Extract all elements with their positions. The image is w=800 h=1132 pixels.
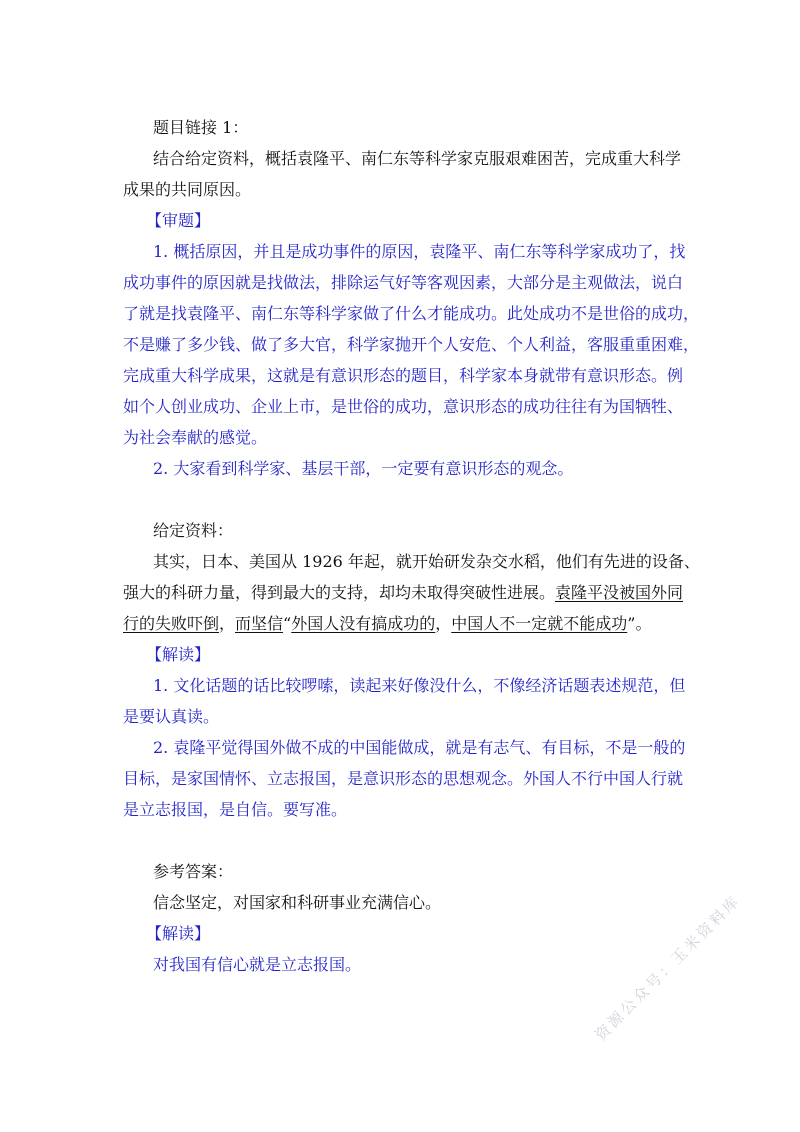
jiedu-1-p2-line-3: 是立志报国，是自信。要写准。 [123, 800, 348, 819]
question-heading: 题目链接 1： [153, 118, 249, 137]
jiedu-1-heading: 【解读】 [146, 645, 211, 664]
answer-text: 信念坚定，对国家和科研事业充满信心。 [153, 893, 442, 912]
shenti-p2: 2. 大家看到科学家、基层干部，一定要有意识形态的观念。 [153, 459, 574, 478]
answer-heading: 参考答案： [153, 862, 234, 881]
material-heading: 给定资料： [153, 521, 234, 540]
jiedu-2-text: 对我国有信心就是立志报国。 [153, 955, 362, 974]
shenti-p1-line-6: 如个人创业成功、企业上市，是世俗的成功，意识形态的成功往往有为国牺牲、 [123, 397, 684, 416]
jiedu-2-heading: 【解读】 [146, 924, 211, 943]
shenti-p1-line-4: 不是赚了多少钱、做了多大官，科学家抛开个人安危、个人利益，客服重重困难， [123, 335, 700, 354]
material-line-3-open-quote: “ [283, 614, 292, 633]
material-line-1: 其实，日本、美国从 1926 年起，就开始研发杂交水稻，他们有先进的设备、 [153, 552, 700, 571]
material-line-2 [123, 583, 683, 603]
shenti-p1-line-1: 1. 概括原因，并且是成功事件的原因，袁隆平、南仁东等科学家成功了，找 [153, 242, 686, 261]
question-prompt-line-2: 成果的共同原因。 [123, 180, 252, 199]
material-line-3-underlined-4: 中国人不一定就不能成功 [451, 614, 628, 633]
shenti-p1-line-7: 为社会奉献的感觉。 [123, 428, 268, 447]
jiedu-1-p1-line-2: 是要认真读。 [123, 707, 220, 726]
watermark: 资源公众号：玉米资料库 [591, 891, 745, 1045]
material-line-3-underlined-2: 而坚信 [235, 614, 284, 633]
material-line-2-underlined: 袁隆平没被国外同 [555, 583, 684, 602]
jiedu-1-p2-line-2: 目标，是家国情怀、立志报国，是意识形态的思想观念。外国人不行中国人行就 [123, 769, 684, 788]
material-line-3-underlined-3: 外国人没有搞成功的 [291, 614, 436, 633]
shenti-p1-line-2: 成功事件的原因就是找做法，排除运气好等客观因素，大部分是主观做法，说白 [123, 273, 684, 292]
material-line-2-plain: 强大的科研力量，得到最大的支持，却均未取得突破性进展。 [123, 583, 556, 602]
jiedu-1-p1-line-1: 1. 文化话题的话比较啰嗦，读起来好像没什么，不像经济话题表述规范，但 [153, 676, 686, 695]
material-line-3 [123, 614, 651, 634]
shenti-heading: 【审题】 [146, 211, 211, 230]
material-line-3-comma-1: ， [219, 614, 236, 633]
question-prompt-line-1: 结合给定资料，概括袁隆平、南仁东等科学家克服艰难困苦，完成重大科学 [153, 149, 682, 168]
material-line-3-comma-2: ， [435, 614, 452, 633]
material-line-3-close-quote: ”。 [627, 614, 652, 633]
shenti-p1-line-5: 完成重大科学成果，这就是有意识形态的题目，科学家本身就带有意识形态。例 [123, 366, 684, 385]
shenti-p1-line-3: 了就是找袁隆平、南仁东等科学家做了什么才能成功。此处成功不是世俗的成功， [123, 304, 700, 323]
material-line-3-underlined-1: 行的失败吓倒 [123, 614, 220, 633]
jiedu-1-p2-line-1: 2. 袁隆平觉得国外做不成的中国能做成，就是有志气、有目标，不是一般的 [153, 738, 686, 757]
